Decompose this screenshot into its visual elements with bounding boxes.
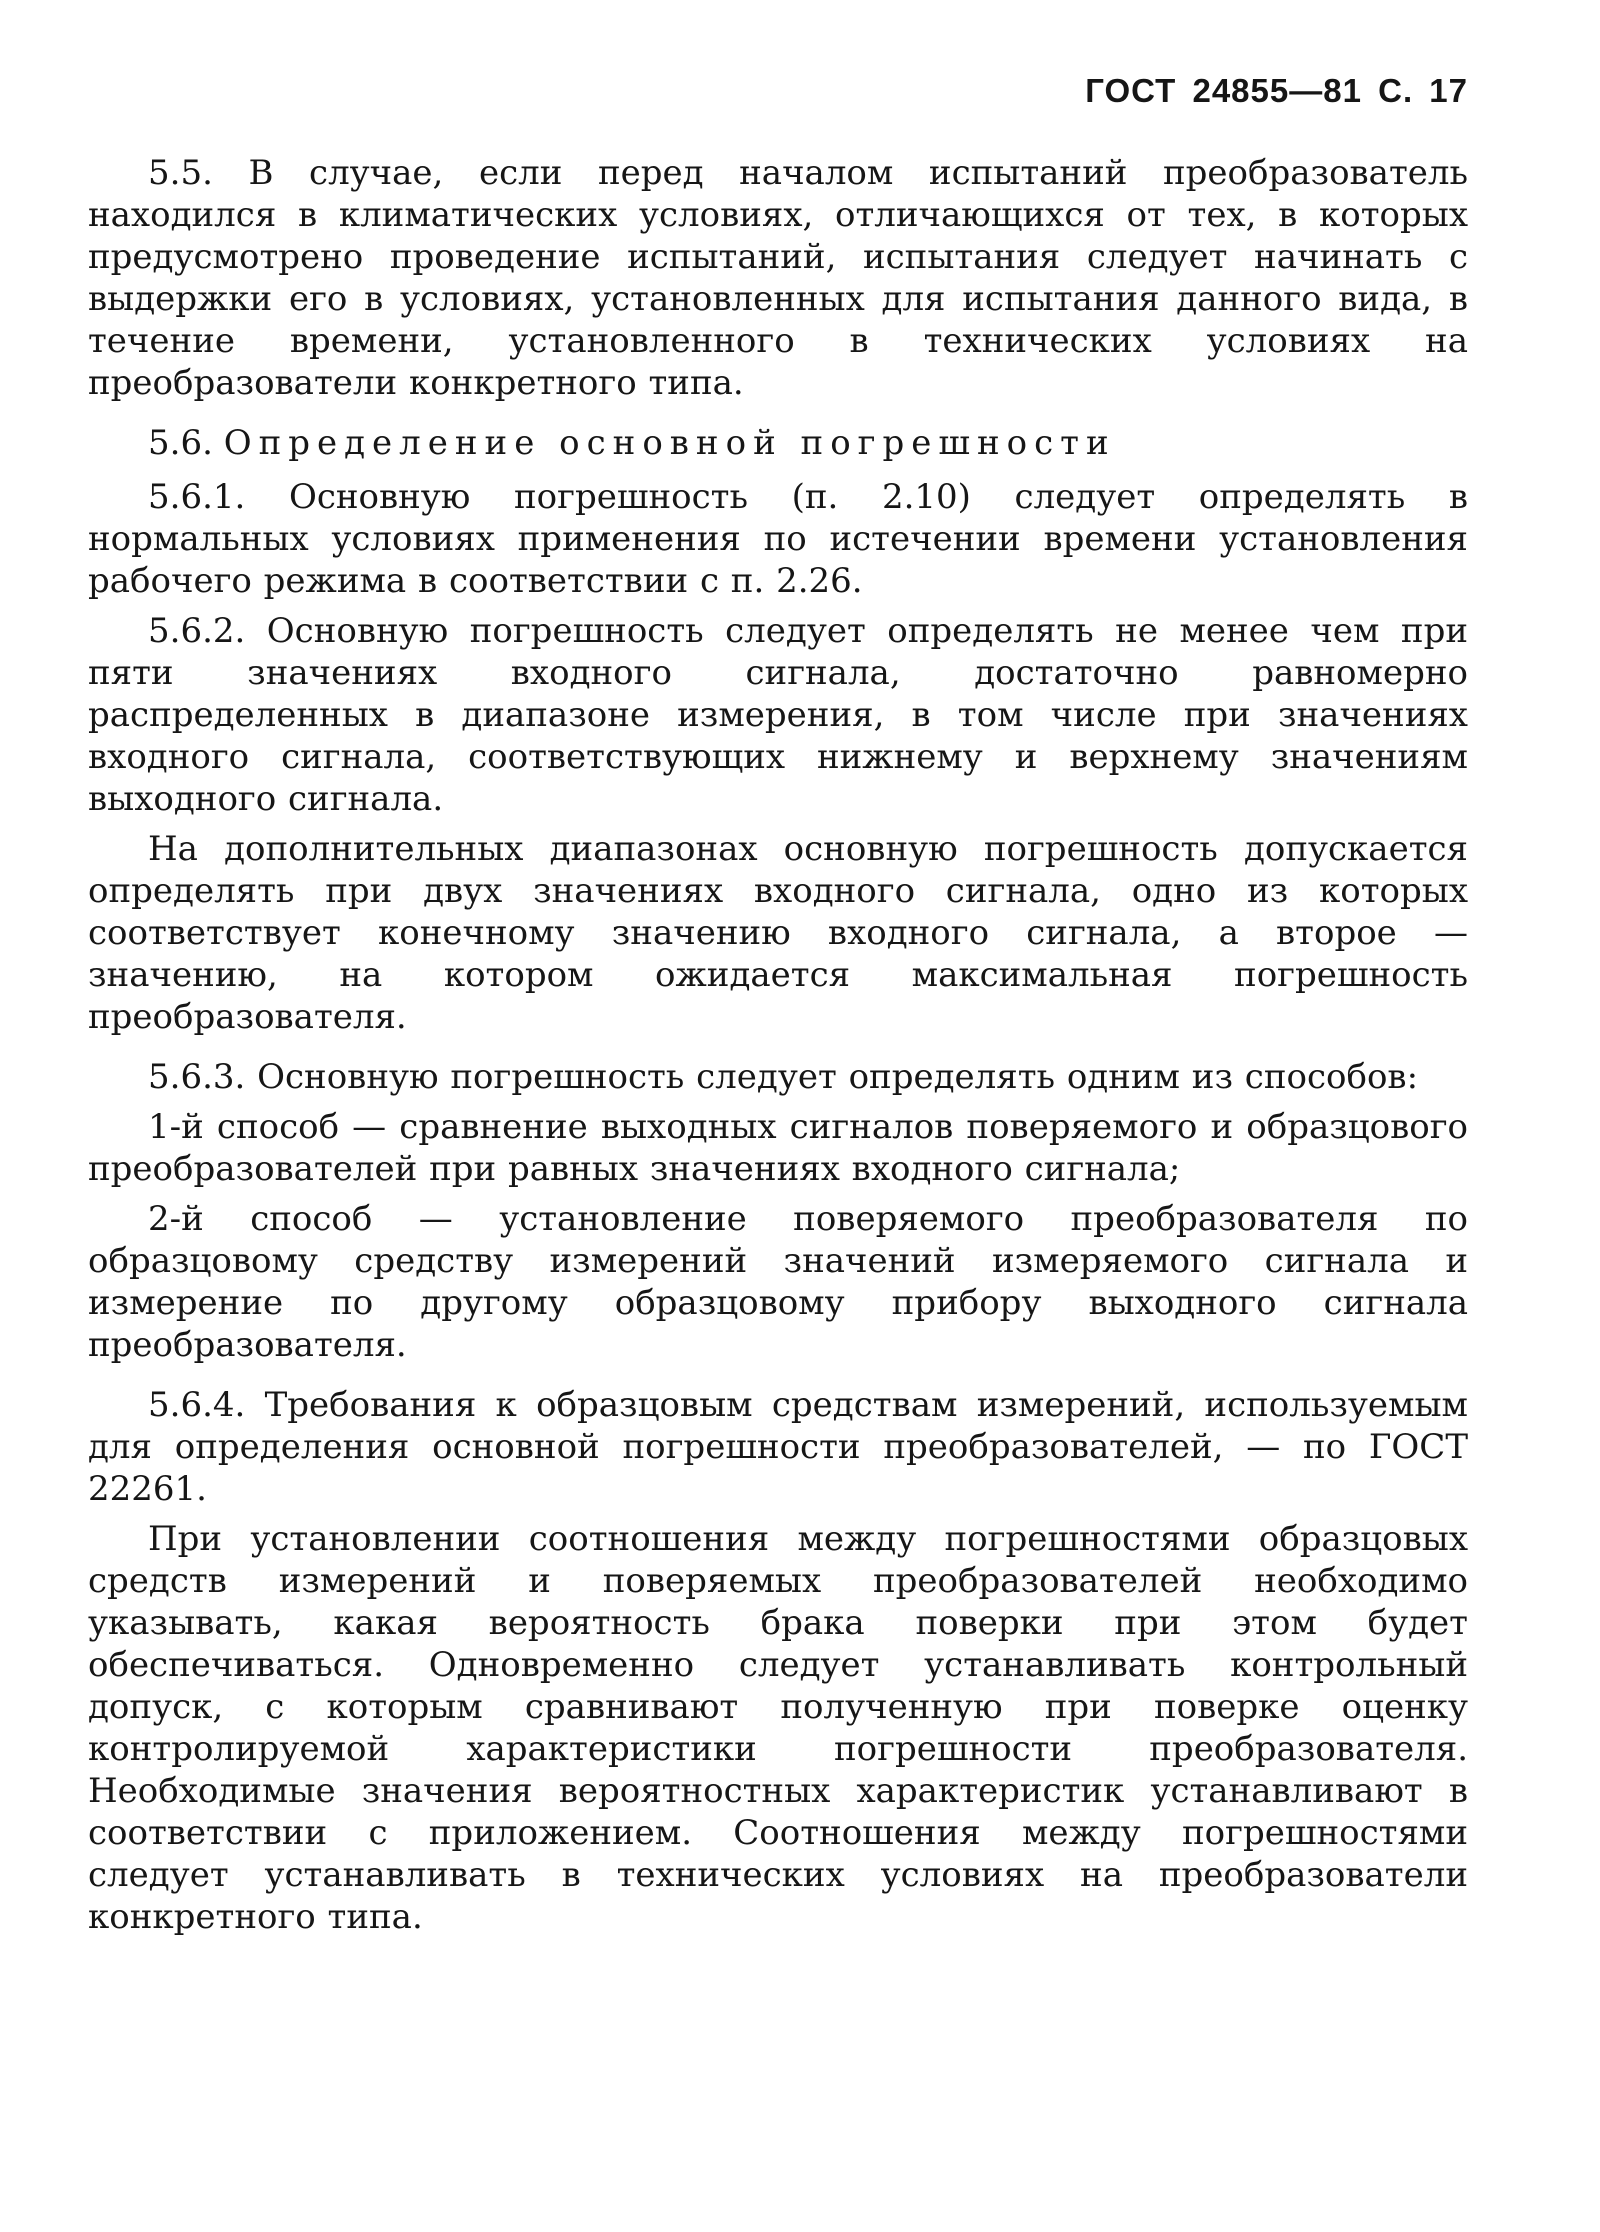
document-body (88, 152, 1468, 1938)
document-page (88, 0, 1468, 2232)
section-heading-5-6 (88, 422, 1468, 464)
paragraph-5-6-2-additional-ranges: На дополнительных диапазонах основную погрешность допускается определять при двух значениях входного сигнала, одно из которых соответствует конечному значению входного сигнала, а второе — значению, на котором ожидается максимальная погрешность преобразователя. (88, 829, 1468, 1037)
paragraph-5-6-3-method-1: 1-й способ — сравнение выходных сигналов поверяемого и образцового преобразователей при равных значениях входного сигнала; (88, 1107, 1468, 1189)
paragraph-5-6-4: 5.6.4. Требования к образцовым средствам измерений, используемым для определения основной погрешности преобразователей, — по ГОСТ 22261. (88, 1385, 1468, 1509)
section-heading-title: Определение основной погрешности (223, 423, 1116, 463)
paragraph-5-6-3: 5.6.3. Основную погрешность следует определять одним из способов: (148, 1057, 1419, 1097)
paragraph-5-6-2: 5.6.2. Основную погрешность следует определять не менее чем при пяти значениях входного сигнала, достаточно равномерно распределенных в диапазоне измерения, в том числе при значениях входного сигнала, соответствующих нижнему и верхнему значениям выходного сигнала. (88, 611, 1468, 819)
page-header: ГОСТ 24855—81 С. 17 (1085, 72, 1468, 109)
paragraph-5-6-1: 5.6.1. Основную погрешность (п. 2.10) следует определять в нормальных условиях применения по истечении времени установления рабочего режима в соответствии с п. 2.26. (88, 477, 1468, 601)
paragraph-5-6-3-method-2: 2-й способ — установление поверяемого преобразователя по образцовому средству измерений значений измеряемого сигнала и измерение по другому образцовому прибору выходного сигнала преобразователя. (88, 1199, 1468, 1365)
section-heading-number: 5.6. (148, 423, 213, 463)
paragraph-5-6-4-error-ratio: При установлении соотношения между погрешностями образцовых средств измерений и поверяемых преобразователей необходимо указывать, какая вероятность брака поверки при этом будет обеспечиваться. Одновременно следует устанавливать контрольный допуск, с которым сравнивают полученную при поверке оценку контролируемой характеристики погрешности преобразователя. Необходимые значения вероятностных характеристик устанавливают в соответствии с приложением. Соотношения между погрешностями следует устанавливать в технических условиях на преобразователи конкретного типа. (88, 1519, 1468, 1937)
paragraph-5-5: 5.5. В случае, если перед началом испытаний преобразователь находился в климатических условиях, отличающихся от тех, в которых предусмотрено проведение испытаний, испытания следует начинать с выдержки его в условиях, установленных для испытания данного вида, в течение времени, установленного в технических условиях на преобразователи конкретного типа. (88, 153, 1468, 403)
